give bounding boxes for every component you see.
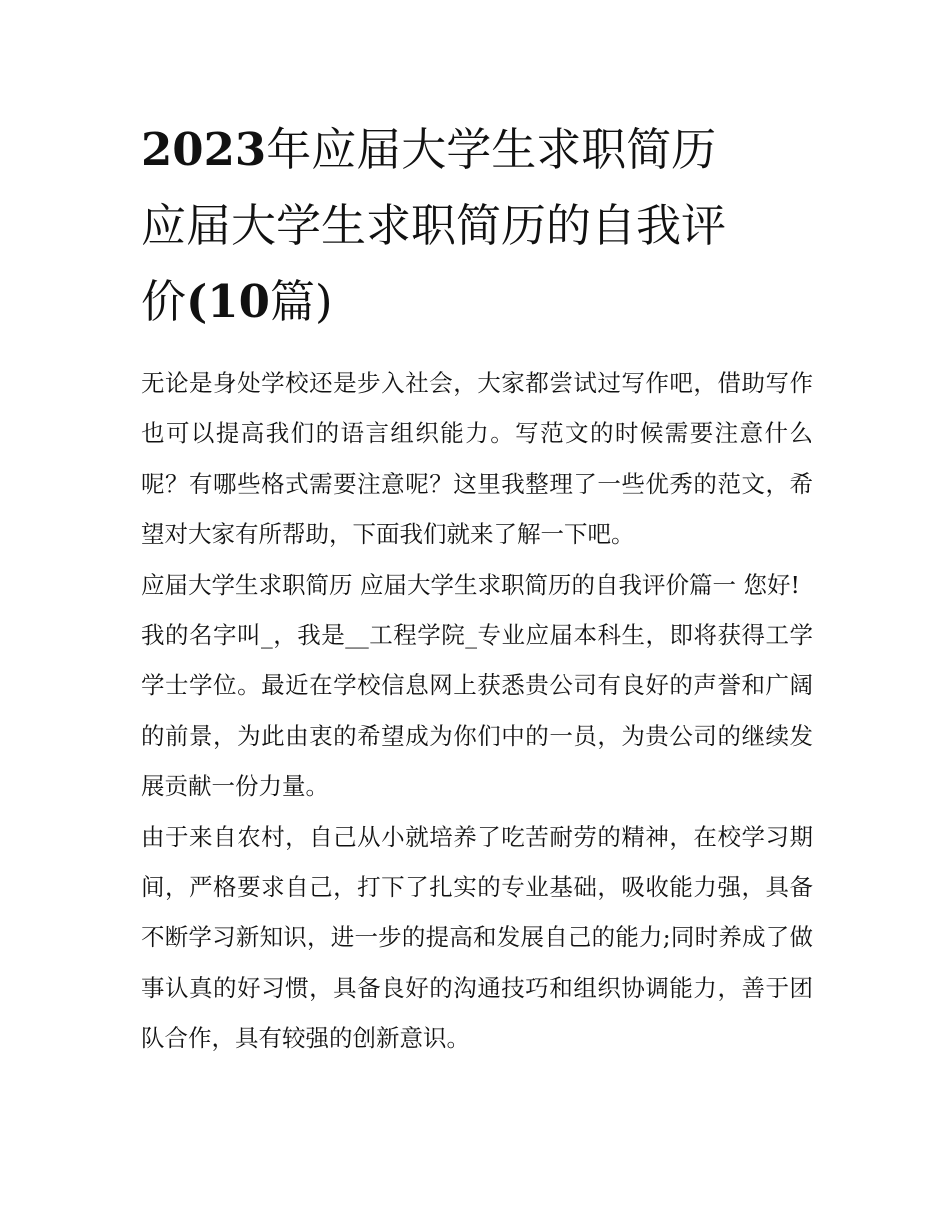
body-paragraph: 我的名字叫_，我是__工程学院_专业应届本科生，即将获得工学学士学位。最近在学校信息网上获悉贵公司有良好的声誉和广阔的前景，为此由衷的希望成为你们中的一员，为贵公司的继续发展贡献一份力量。: [141, 621, 813, 801]
body-paragraph: 由于来自农村，自己从小就培养了吃苦耐劳的精神，在校学习期间，严格要求自己，打下了扎实的专业基础，吸收能力强，具备不断学习新知识，进一步的提高和发展自己的能力;同时养成了做事认真的好习惯，具备良好的沟通技巧和组织协调能力，善于团队合作，具有较强的创新意识。: [141, 822, 813, 1053]
title-line2: 应届大学生求职简历的自我评: [141, 199, 727, 252]
title-count: (10: [186, 275, 270, 328]
document-body: [141, 358, 813, 1064]
title-line3-prefix: 价: [141, 275, 187, 328]
title-year: 2023: [141, 123, 267, 176]
section-heading-paragraph: 应届大学生求职简历 应届大学生求职简历的自我评价篇一 您好!: [141, 570, 800, 599]
document-page: [141, 112, 813, 1064]
title-line3-suffix: 篇): [269, 275, 333, 328]
title-line1-rest: 年应届大学生求职简历: [266, 123, 717, 176]
intro-paragraph: 无论是身处学校还是步入社会，大家都尝试过写作吧，借助写作也可以提高我们的语言组织能力。写范文的时候需要注意什么呢？有哪些格式需要注意呢？这里我整理了一些优秀的范文，希望对大家有所帮助，下面我们就来了解一下吧。: [141, 369, 813, 549]
document-title: [141, 112, 813, 340]
